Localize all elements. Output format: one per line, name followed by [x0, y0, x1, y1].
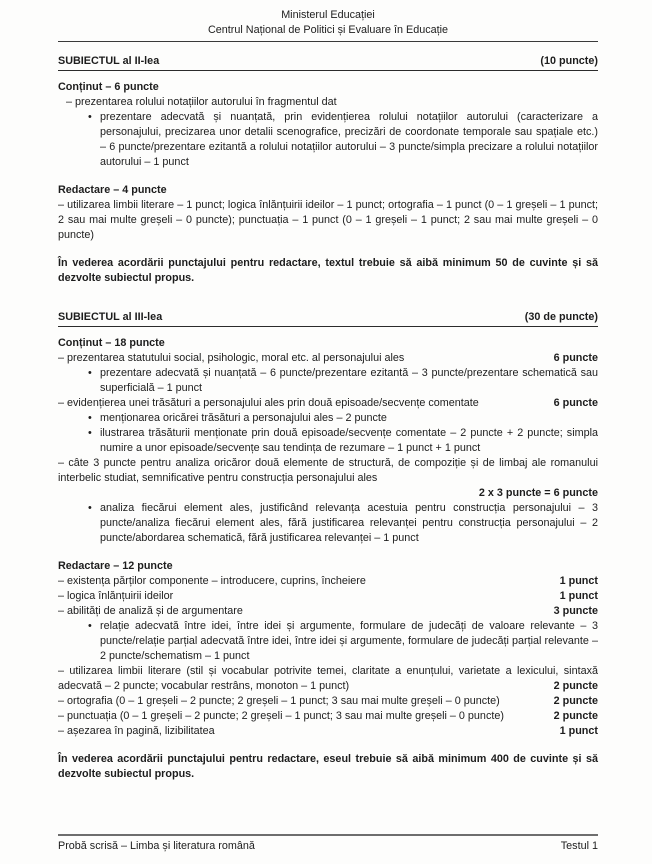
redactare-item-row	[58, 724, 598, 739]
bullet-item	[58, 110, 598, 170]
subject2-redactare-heading: Redactare – 4 puncte	[58, 184, 167, 196]
bullet-item	[58, 619, 598, 664]
bullet-marker: •	[88, 111, 92, 123]
bullet-text: relație adecvată între idei, între idei și argumente, formulare de judecăți de valoare relevante – 3 puncte/relație parțial adecvată între idei, între idei și argumente, formulare de judecăți parțial relevante – 2 puncte/schematism – 1 punct	[100, 620, 598, 662]
bullet-text: ilustrarea trăsăturii menționate prin două episoade/secvențe comentate – 2 puncte + 2 puncte; simpla numire a unor episoade/secvențe sau tendința de rezumare – 1 punct + 1 punct	[100, 427, 598, 454]
redactare-item-row	[58, 589, 598, 604]
redactare-item-row	[58, 664, 598, 694]
subject3-redactare-heading: Redactare – 12 puncte	[58, 560, 173, 572]
redactare-item-row	[58, 709, 598, 724]
bullet-text: analiza fiecărui element ales, justificând relevanța acestuia pentru construcția personajului – 3 puncte/analiza fiecărui element ales, fără justificarea relevanței pentru construcția personajului – 2 puncte/abordarea schematică, fără justificarea relevanței – 1 punct	[100, 502, 598, 544]
subject3-points: (30 de puncte)	[524, 311, 598, 323]
subject2-redactare-body: – utilizarea limbii literare – 1 punct; logica înlănțuirii ideilor – 1 punct; ortografia – 1 punct (0 – 1 greșeli – 1 punct; 2 sau mai multe greșeli – 0 puncte); punctuația – 1 punct (0 – 1 greșeli – 1 punct; 2 sau mai multe greșeli – 0 puncte)	[58, 199, 598, 241]
subject2-content-heading: Conținut – 6 puncte	[58, 81, 159, 93]
header-divider	[58, 41, 598, 42]
redactare-item-text: – așezarea în pagină, lizibilitatea	[58, 725, 215, 737]
bullet-text: prezentare adecvată și nuanțată, prin evidențierea rolului notațiilor autorului (caracterizare a personajului, precizarea unor detalii scenografice, precizări de coordonate temporale sau spațiale etc.) – 6 puncte/prezentare ezitantă a rolului notațiilor autorului – 3 puncte/simpla precizare a rolului notațiilor autorului – 1 punct	[100, 111, 598, 168]
redactare-item-text: – abilități de analiză și de argumentare	[58, 605, 243, 617]
subject3-content-heading: Conținut – 18 puncte	[58, 337, 165, 349]
subject2-points: (10 puncte)	[540, 55, 598, 67]
bullet-text: prezentare adecvată și nuanțată – 6 puncte/prezentare ezitantă – 3 puncte/prezentare schematică sau superficială – 1 punct	[100, 367, 598, 394]
subject2-note: În vederea acordării punctajului pentru redactare, textul trebuie să aibă minimum 50 de cuvinte și să dezvolte subiectul propus.	[58, 257, 598, 284]
content-item-score: 6 puncte	[553, 352, 598, 364]
score-formula: 2 x 3 puncte = 6 puncte	[478, 487, 598, 499]
content-item-text: – evidențierea unei trăsături a personajului ales prin două episoade/secvențe comentate	[58, 397, 479, 409]
bullet-marker: •	[88, 367, 92, 379]
redactare-item-score: 3 puncte	[553, 605, 598, 617]
footer-exam-label: Probă scrisă – Limba și literatura română	[58, 840, 255, 852]
bullet-text: menționarea oricărei trăsături a personajului ales – 2 puncte	[100, 412, 387, 424]
redactare-item-row	[58, 604, 598, 619]
content-item-row	[58, 351, 598, 366]
subject3-title: SUBIECTUL al III-lea	[58, 311, 163, 323]
footer-test-label: Testul 1	[560, 840, 598, 852]
center-line: Centrul Național de Politici și Evaluare în Educație	[207, 24, 449, 36]
content-item: – câte 3 puncte pentru analiza oricăror două elemente de structură, de compoziție și de limbaj ale romanului interbelic studiat, semnificative pentru construcția personajului ales	[58, 457, 598, 484]
redactare-item-score: 1 punct	[559, 590, 598, 602]
redactare-item-score: 1 punct	[559, 725, 598, 737]
content-item-row	[58, 396, 598, 411]
redactare-item-score: 2 puncte	[553, 710, 598, 722]
redactare-item-text: – utilizarea limbii literare (stil și vocabular potrivite temei, claritate a enunțului, varietate a lexicului, sintaxă adecvată – 2 puncte; vocabular restrâns, monoton – 1 punct)	[58, 665, 598, 692]
bullet-marker: •	[88, 502, 92, 514]
bullet-item	[58, 411, 598, 426]
bullet-item	[58, 501, 598, 546]
content-item-score: 6 puncte	[553, 397, 598, 409]
bullet-item	[58, 426, 598, 456]
redactare-item-text: – logica înlănțuirii ideilor	[58, 590, 174, 602]
redactare-item-score: 1 punct	[559, 575, 598, 587]
page-footer	[58, 834, 598, 854]
redactare-item-text: – ortografia (0 – 1 greșeli – 2 puncte; 2 greșeli – 1 punct; 3 sau mai multe greșeli – 0 puncte)	[58, 695, 500, 707]
page-header	[58, 8, 598, 42]
redactare-item-row	[58, 694, 598, 709]
bullet-marker: •	[88, 620, 92, 632]
subject2-heading-row	[58, 54, 598, 71]
redactare-item-row	[58, 574, 598, 589]
redactare-item-text: – existența părților componente – introducere, cuprins, încheiere	[58, 575, 366, 587]
bullet-marker: •	[88, 412, 92, 424]
subject2-title: SUBIECTUL al II-lea	[58, 55, 160, 67]
redactare-item-score: 2 puncte	[553, 680, 598, 692]
ministry-line: Ministerul Educației	[281, 9, 375, 21]
content-item-text: – prezentarea statutului social, psihologic, moral etc. al personajului ales	[58, 352, 405, 364]
subject2-content-item: – prezentarea rolului notațiilor autorului în fragmentul dat	[66, 96, 337, 108]
redactare-item-text: – punctuația (0 – 1 greșeli – 2 puncte; 2 greșeli – 1 punct; 3 sau mai multe greșeli – 0 puncte)	[58, 710, 504, 722]
redactare-item-score: 2 puncte	[553, 695, 598, 707]
subject3-heading-row	[58, 310, 598, 327]
bullet-item	[58, 366, 598, 396]
subject3-note: În vederea acordării punctajului pentru redactare, eseul trebuie să aibă minimum 400 de cuvinte și să dezvolte subiectul propus.	[58, 753, 598, 780]
bullet-marker: •	[88, 427, 92, 439]
